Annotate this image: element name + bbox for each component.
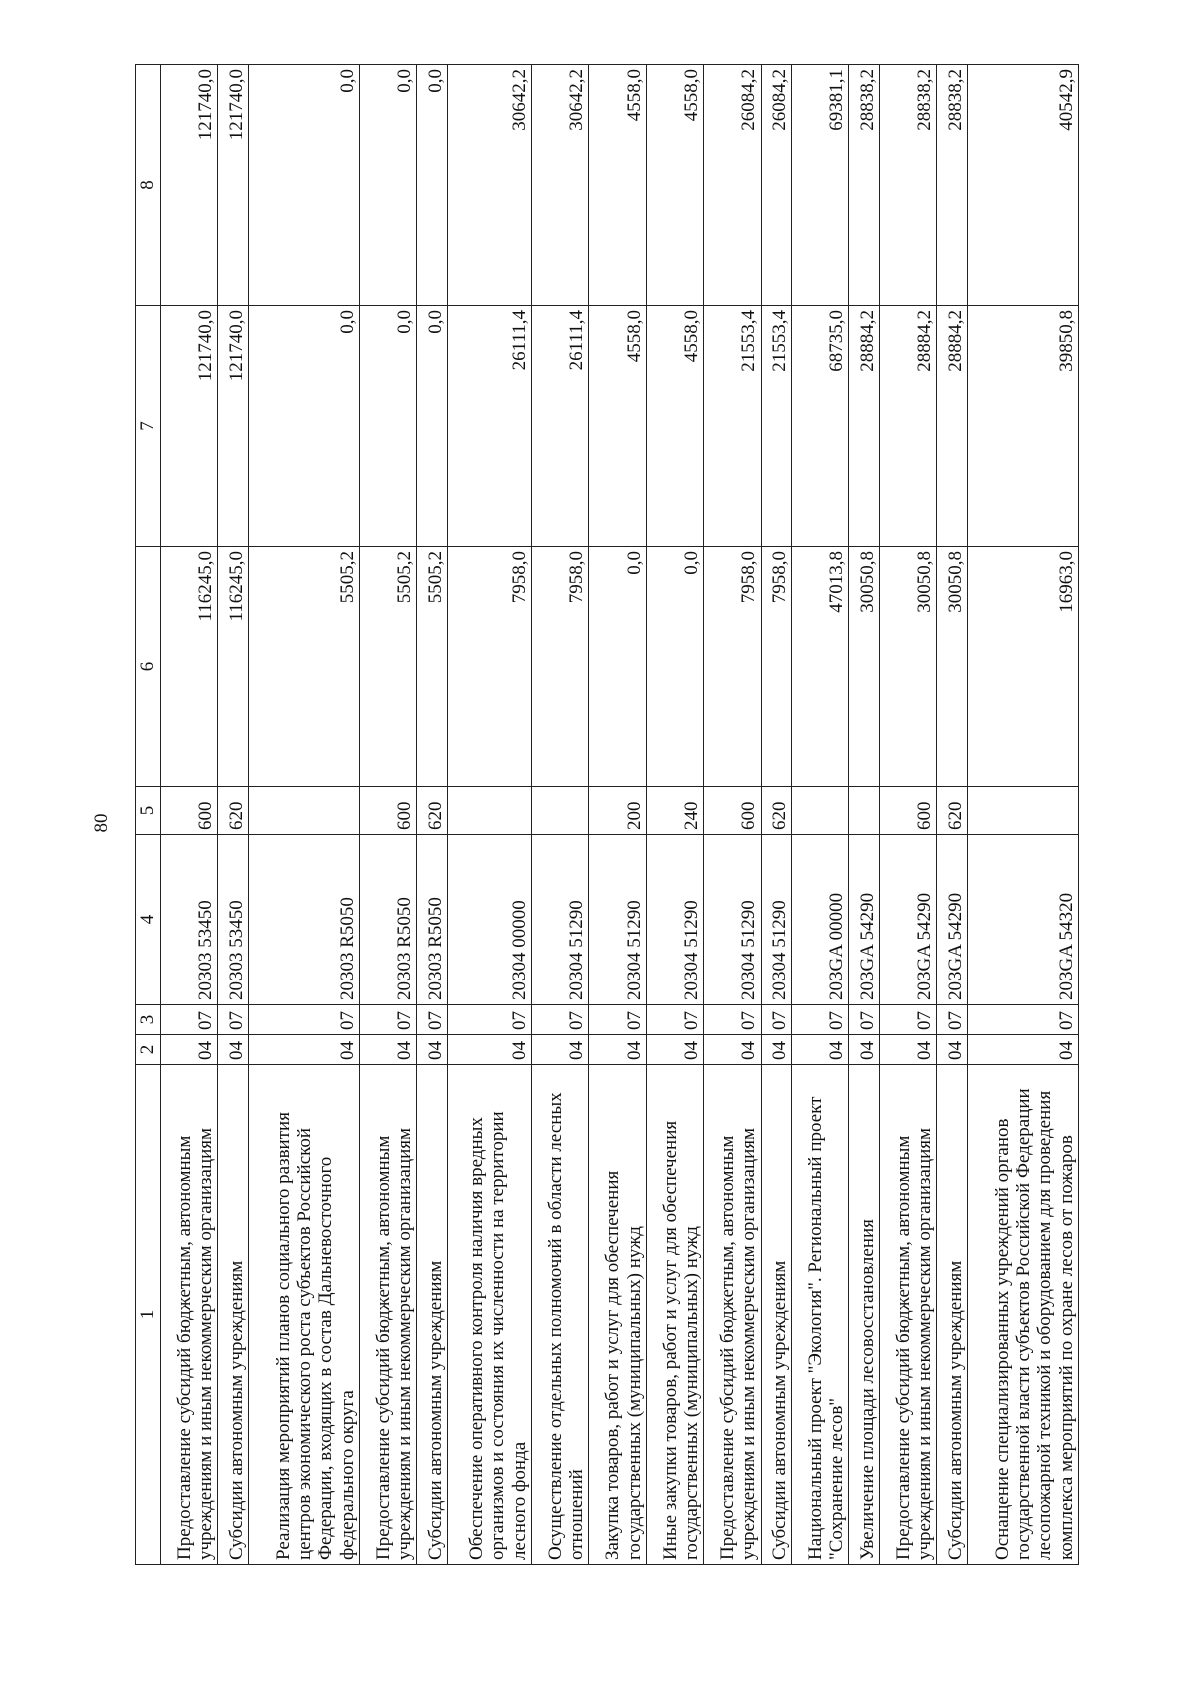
row-section: 04 — [589, 1035, 646, 1065]
row-value-col8: 30642,2 — [532, 65, 589, 306]
row-section: 04 — [704, 1035, 761, 1065]
header-cell: 4 — [136, 835, 161, 1005]
row-value-col8: 40542,9 — [967, 65, 1078, 306]
row-target-article: 20304 51290 — [704, 835, 761, 1005]
table-row — [359, 65, 416, 1565]
row-target-article: 20303 R5050 — [248, 835, 359, 1005]
row-subsection: 07 — [849, 1005, 880, 1035]
row-section: 04 — [792, 1035, 849, 1065]
header-cell: 2 — [136, 1035, 161, 1065]
row-section: 04 — [937, 1035, 968, 1065]
table-row — [248, 65, 359, 1565]
table-row — [447, 65, 531, 1565]
row-value-col6: 5505,2 — [359, 547, 416, 787]
row-value-col8: 28838,2 — [849, 65, 880, 306]
row-name: Оснащение специализированных учреждений органов государственной власти субъектов Российской Федерации лесопожарной техникой и оборудованием для проведения комплекса мероприятий по охране лесов от пожаров — [967, 1065, 1078, 1565]
row-expense-type: 200 — [589, 787, 646, 835]
row-value-col7: 4558,0 — [589, 306, 646, 547]
header-cell: 5 — [136, 787, 161, 835]
row-subsection: 07 — [532, 1005, 589, 1035]
row-subsection: 07 — [792, 1005, 849, 1035]
table-row — [761, 65, 792, 1565]
row-name: Субсидии автономным учреждениям — [937, 1065, 968, 1565]
row-name: Обеспечение оперативного контроля наличия вредных организмов и состояния их численности на территории лесного фонда — [447, 1065, 531, 1565]
row-target-article: 20304 51290 — [589, 835, 646, 1005]
row-value-col6: 116245,0 — [161, 547, 218, 787]
table-row — [849, 65, 880, 1565]
row-value-col7: 28884,2 — [880, 306, 937, 547]
row-value-col8: 4558,0 — [646, 65, 703, 306]
header-cell: 1 — [136, 1065, 161, 1565]
table-row — [880, 65, 937, 1565]
row-section: 04 — [248, 1035, 359, 1065]
row-value-col7: 0,0 — [248, 306, 359, 547]
row-value-col7: 28884,2 — [937, 306, 968, 547]
row-value-col7: 121740,0 — [218, 306, 249, 547]
row-value-col7: 68735,0 — [792, 306, 849, 547]
row-value-col8: 28838,2 — [880, 65, 937, 306]
row-section: 04 — [646, 1035, 703, 1065]
row-expense-type — [792, 787, 849, 835]
row-name: Увеличение площади лесовосстановления — [849, 1065, 880, 1565]
table-row — [589, 65, 646, 1565]
row-name: Предоставление субсидий бюджетным, автономным учреждениям и иным некоммерческим организациям — [161, 1065, 218, 1565]
row-section: 04 — [447, 1035, 531, 1065]
row-section: 04 — [161, 1035, 218, 1065]
row-target-article: 203GA 54320 — [967, 835, 1078, 1005]
row-subsection: 07 — [937, 1005, 968, 1035]
row-subsection: 07 — [589, 1005, 646, 1035]
row-expense-type: 600 — [704, 787, 761, 835]
row-value-col7: 28884,2 — [849, 306, 880, 547]
row-value-col8: 0,0 — [417, 65, 448, 306]
row-subsection: 07 — [880, 1005, 937, 1035]
row-expense-type: 620 — [417, 787, 448, 835]
row-value-col6: 30050,8 — [937, 547, 968, 787]
row-subsection: 07 — [646, 1005, 703, 1035]
row-subsection: 07 — [967, 1005, 1078, 1035]
row-value-col6: 16963,0 — [967, 547, 1078, 787]
row-target-article: 20304 51290 — [532, 835, 589, 1005]
table-row — [417, 65, 448, 1565]
row-expense-type — [849, 787, 880, 835]
rotated-page-content — [135, 65, 1079, 1565]
table-row — [646, 65, 703, 1565]
row-target-article: 20304 51290 — [761, 835, 792, 1005]
row-value-col8: 0,0 — [248, 65, 359, 306]
row-name: Предоставление субсидий бюджетным, автономным учреждениям и иным некоммерческим организациям — [880, 1065, 937, 1565]
row-value-col7: 121740,0 — [161, 306, 218, 547]
row-section: 04 — [849, 1035, 880, 1065]
row-name: Национальный проект "Экология". Региональный проект "Сохранение лесов" — [792, 1065, 849, 1565]
row-value-col6: 30050,8 — [849, 547, 880, 787]
table-row — [218, 65, 249, 1565]
row-value-col8: 30642,2 — [447, 65, 531, 306]
row-section: 04 — [880, 1035, 937, 1065]
row-value-col6: 7958,0 — [532, 547, 589, 787]
row-value-col7: 21553,4 — [704, 306, 761, 547]
row-target-article: 20303 R5050 — [359, 835, 416, 1005]
row-target-article: 203GA 00000 — [792, 835, 849, 1005]
row-value-col6: 47013,8 — [792, 547, 849, 787]
table-row — [937, 65, 968, 1565]
row-value-col8: 28838,2 — [937, 65, 968, 306]
page-number: 80 — [91, 813, 112, 833]
row-subsection: 07 — [218, 1005, 249, 1035]
row-value-col6: 5505,2 — [417, 547, 448, 787]
row-name: Предоставление субсидий бюджетным, автономным учреждениям и иным некоммерческим организациям — [359, 1065, 416, 1565]
row-value-col8: 4558,0 — [589, 65, 646, 306]
row-expense-type — [967, 787, 1078, 835]
row-subsection: 07 — [447, 1005, 531, 1035]
row-target-article: 20304 00000 — [447, 835, 531, 1005]
row-subsection: 07 — [417, 1005, 448, 1035]
row-subsection: 07 — [704, 1005, 761, 1035]
row-name: Осуществление отдельных полномочий в области лесных отношений — [532, 1065, 589, 1565]
row-expense-type — [532, 787, 589, 835]
row-section: 04 — [218, 1035, 249, 1065]
row-expense-type — [447, 787, 531, 835]
row-subsection: 07 — [248, 1005, 359, 1035]
row-section: 04 — [417, 1035, 448, 1065]
row-value-col6: 7958,0 — [447, 547, 531, 787]
row-value-col6: 116245,0 — [218, 547, 249, 787]
header-row — [136, 65, 161, 1565]
row-expense-type: 600 — [161, 787, 218, 835]
row-value-col6: 30050,8 — [880, 547, 937, 787]
row-value-col8: 26084,2 — [761, 65, 792, 306]
row-name: Иные закупки товаров, работ и услуг для обеспечения государственных (муниципальных) нужд — [646, 1065, 703, 1565]
row-value-col8: 0,0 — [359, 65, 416, 306]
row-value-col8: 26084,2 — [704, 65, 761, 306]
table-row — [532, 65, 589, 1565]
row-target-article: 20304 51290 — [646, 835, 703, 1005]
row-target-article: 203GA 54290 — [880, 835, 937, 1005]
row-subsection: 07 — [761, 1005, 792, 1035]
budget-table — [135, 64, 1079, 1565]
row-value-col7: 26111,4 — [447, 306, 531, 547]
row-expense-type: 240 — [646, 787, 703, 835]
row-name: Субсидии автономным учреждениям — [761, 1065, 792, 1565]
row-expense-type: 620 — [937, 787, 968, 835]
row-value-col7: 4558,0 — [646, 306, 703, 547]
row-value-col6: 7958,0 — [761, 547, 792, 787]
row-target-article: 203GA 54290 — [849, 835, 880, 1005]
row-name: Субсидии автономным учреждениям — [417, 1065, 448, 1565]
header-cell: 7 — [136, 306, 161, 547]
row-section: 04 — [967, 1035, 1078, 1065]
row-value-col8: 121740,0 — [218, 65, 249, 306]
row-value-col6: 7958,0 — [704, 547, 761, 787]
row-value-col7: 26111,4 — [532, 306, 589, 547]
row-value-col6: 5505,2 — [248, 547, 359, 787]
row-value-col7: 0,0 — [417, 306, 448, 547]
row-name: Закупка товаров, работ и услуг для обеспечения государственных (муниципальных) нужд — [589, 1065, 646, 1565]
row-expense-type: 600 — [880, 787, 937, 835]
row-section: 04 — [532, 1035, 589, 1065]
row-value-col6: 0,0 — [646, 547, 703, 787]
table-row — [704, 65, 761, 1565]
table-row — [967, 65, 1078, 1565]
row-name: Предоставление субсидий бюджетным, автономным учреждениям и иным некоммерческим организациям — [704, 1065, 761, 1565]
row-section: 04 — [359, 1035, 416, 1065]
row-target-article: 203GA 54290 — [937, 835, 968, 1005]
row-name: Субсидии автономным учреждениям — [218, 1065, 249, 1565]
row-expense-type: 600 — [359, 787, 416, 835]
row-subsection: 07 — [359, 1005, 416, 1035]
row-value-col6: 0,0 — [589, 547, 646, 787]
row-target-article: 20303 53450 — [218, 835, 249, 1005]
header-cell: 8 — [136, 65, 161, 306]
header-cell: 6 — [136, 547, 161, 787]
row-value-col7: 0,0 — [359, 306, 416, 547]
row-section: 04 — [761, 1035, 792, 1065]
row-expense-type — [248, 787, 359, 835]
row-value-col8: 69381,1 — [792, 65, 849, 306]
row-value-col7: 39850,8 — [967, 306, 1078, 547]
row-value-col7: 21553,4 — [761, 306, 792, 547]
row-name: Реализация мероприятий планов социального развития центров экономического роста субъектов Российской Федерации, входящих в состав Дальневосточного федерального округа — [248, 1065, 359, 1565]
row-value-col8: 121740,0 — [161, 65, 218, 306]
row-subsection: 07 — [161, 1005, 218, 1035]
row-expense-type: 620 — [218, 787, 249, 835]
table-row — [792, 65, 849, 1565]
table-row — [161, 65, 218, 1565]
row-target-article: 20303 53450 — [161, 835, 218, 1005]
row-expense-type: 620 — [761, 787, 792, 835]
header-cell: 3 — [136, 1005, 161, 1035]
row-target-article: 20303 R5050 — [417, 835, 448, 1005]
